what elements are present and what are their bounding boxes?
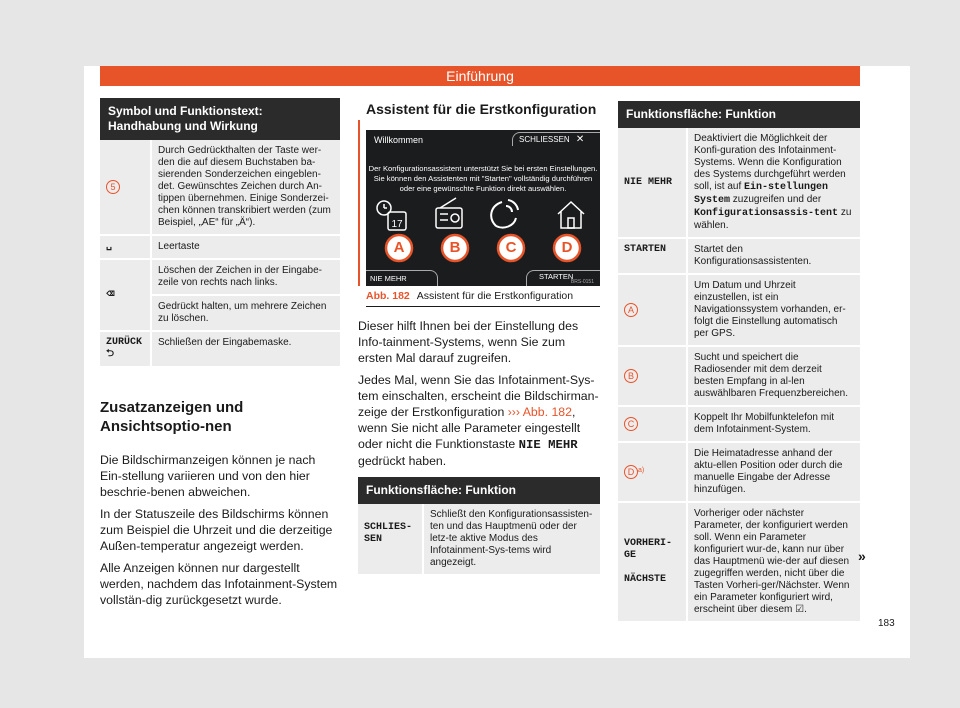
feature-icons: [366, 196, 600, 232]
table-row: A Um Datum und Uhrzeit einzustellen, ist ein Navigationssystem vorhanden, er-folgt die Einstellung automatisch per GPS.: [618, 275, 860, 347]
figure-code: BRS-0151: [570, 279, 594, 285]
row-desc: Leertaste: [150, 236, 340, 260]
key-5-icon: 5: [106, 180, 120, 194]
table-row: STARTEN Startet den Konfigurationsassistenten.: [618, 239, 860, 275]
table-row: [100, 236, 340, 260]
function-table: [618, 128, 860, 623]
callout-b-icon: B: [624, 369, 638, 383]
row-symbol: SCHLIES-SEN: [358, 504, 422, 576]
table-row: C Koppelt Ihr Mobilfunktelefon mit dem Infotainment-System.: [618, 407, 860, 443]
screen-figure: [366, 130, 600, 286]
section-heading: Assistent für die Erstkonfiguration: [366, 101, 597, 117]
callout-c: C: [505, 239, 517, 256]
row-desc: Schließen der Eingabemaske.: [150, 332, 340, 368]
radio-icon: [436, 198, 462, 228]
row-desc: Löschen der Zeichen in der Eingabe-zeile von rechts nach links.: [150, 260, 340, 296]
symbol-table: [100, 140, 340, 368]
callout-d: D: [561, 239, 573, 256]
table-row: VORHERI-GE NÄCHSTE Vorheriger oder nächster Parameter, der konfiguriert werden soll. Wenn ein Parameter konfiguriert wur-de, kann nur über das Hauptmenü wie-der auf diesen zugegriffen werden, nicht über die Tasten Vorheri-ger/Nächster. Wenn ein Parameter konfiguriert wird, erscheint über diesem ☑.: [618, 503, 860, 623]
left-column: [100, 98, 340, 614]
back-key-label: ZURÜCK: [106, 337, 143, 348]
callout-d-icon: D: [624, 465, 638, 479]
close-icon: ✕: [575, 134, 585, 145]
welcome-title: Willkommen: [374, 135, 424, 145]
back-arrow-icon: ⮌: [106, 349, 115, 360]
section-heading: Zusatzanzeigen und Ansichtsoptio-nen: [100, 399, 244, 435]
left-table-title: Symbol und Funktionstext: Handhabung und Wirkung: [100, 98, 340, 140]
paragraph: In der Statuszeile des Bildschirms können zum Beispiel die Uhrzeit und die derzeitige Außen-temperatur angezeigt werden.: [100, 507, 333, 553]
right-column: [618, 101, 860, 623]
callout-b: B: [449, 239, 461, 256]
chapter-header: Einführung: [100, 66, 860, 86]
home-icon: [558, 202, 584, 228]
paragraph: Alle Anzeigen können nur dargestellt werden, nachdem das Infotainment-System vollstän-dig zurückgesetzt wurde.: [100, 561, 338, 607]
continue-mark: »: [858, 548, 866, 564]
phone-icon: [491, 200, 518, 228]
figure-caption: Abb. 182 Assistent für die Erstkonfiguration: [366, 289, 600, 307]
middle-table-title: Funktionsfläche: Funktion: [358, 477, 600, 504]
paragraph: Jedes Mal, wenn Sie das Infotainment-Sys-tem einschalten, erscheint die Bildschirman-zeige der Erstkonfiguration ››› Abb. 182, wenn Sie nicht alle Parameter eingestellt oder nicht die Funktionstaste NIE MEHR gedrückt haben.: [358, 373, 599, 468]
welcome-message: Der Konfigurationsassistent unterstützt Sie bei ersten Einstellungen. Sie können den Assistenten mit "Starten" vollständig durchführen oder eine gewünschte Funktion direkt auswählen.: [368, 164, 598, 193]
divider: [358, 120, 360, 286]
table-row: [100, 332, 340, 368]
paragraph: Dieser hilft Ihnen bei der Einstellung des Info-tainment-Systems, wenn Sie zum ersten Mal darauf zugreifen.: [358, 319, 579, 365]
paragraph: Die Bildschirmanzeigen können je nach Ein-stellung variieren und von den hier beschrie-benen abweichen.: [100, 453, 316, 499]
row-desc: Durch Gedrückthalten der Taste wer-den die auf diesem Buchstaben ba-sierenden Sonderzeichen eingeblen-det. Gewünschtes Zeichen durch An-tippen übernehmen. Einige Sonderzei-chen können transkribiert werden (zum Beispiel, „AE“ für „Ä“).: [150, 140, 340, 236]
row-desc: Schließt den Konfigurationsassisten-ten und das Hauptmenü oder der letz-te aktive Modus des Infotainment-Sys-tems wird angezeigt.: [422, 504, 600, 576]
callout-c-icon: C: [624, 417, 638, 431]
calendar-day: 17: [391, 219, 403, 230]
row-desc: Gedrückt halten, um mehrere Zeichen zu löschen.: [150, 296, 340, 332]
callout-a-icon: A: [624, 303, 638, 317]
table-row: D $^{a)}$ Die Heimatadresse anhand der aktu-ellen Position oder durch die manuelle Eingabe der Adresse hinzufügen.: [618, 443, 860, 503]
figure-ref-link: ››› Abb. 182: [507, 405, 572, 419]
table-row: [100, 260, 340, 296]
callout-a: A: [393, 239, 405, 256]
never-again-button: NIE MEHR: [366, 270, 438, 286]
table-row: NIE MEHR Deaktiviert die Möglichkeit der Konfi-guration des Infotainment-Systems. Wenn die Konfiguration des Systems durchgeführt werden soll, ist auf Ein-stellungen System zuzugreifen und der Konfigurationsassis-tent zu wählen.: [618, 128, 860, 239]
checkbox-icon: ☑: [795, 604, 805, 615]
table-row: [358, 504, 600, 576]
function-table: [358, 504, 600, 576]
right-table-title: Funktionsfläche: Funktion: [618, 101, 860, 128]
space-key-icon: ␣: [100, 236, 150, 260]
backspace-icon: ⌫: [100, 260, 150, 332]
key-name: NIE MEHR: [518, 438, 578, 452]
table-row: B Sucht und speichert die Radiosender mit dem derzeit besten Empfang in al-len auswählbaren Frequenzbereichen.: [618, 347, 860, 407]
start-button: STARTEN: [526, 270, 600, 286]
page-number: 183: [878, 618, 895, 629]
table-row: [100, 140, 340, 236]
close-button: SCHLIESSEN ✕: [512, 132, 600, 146]
